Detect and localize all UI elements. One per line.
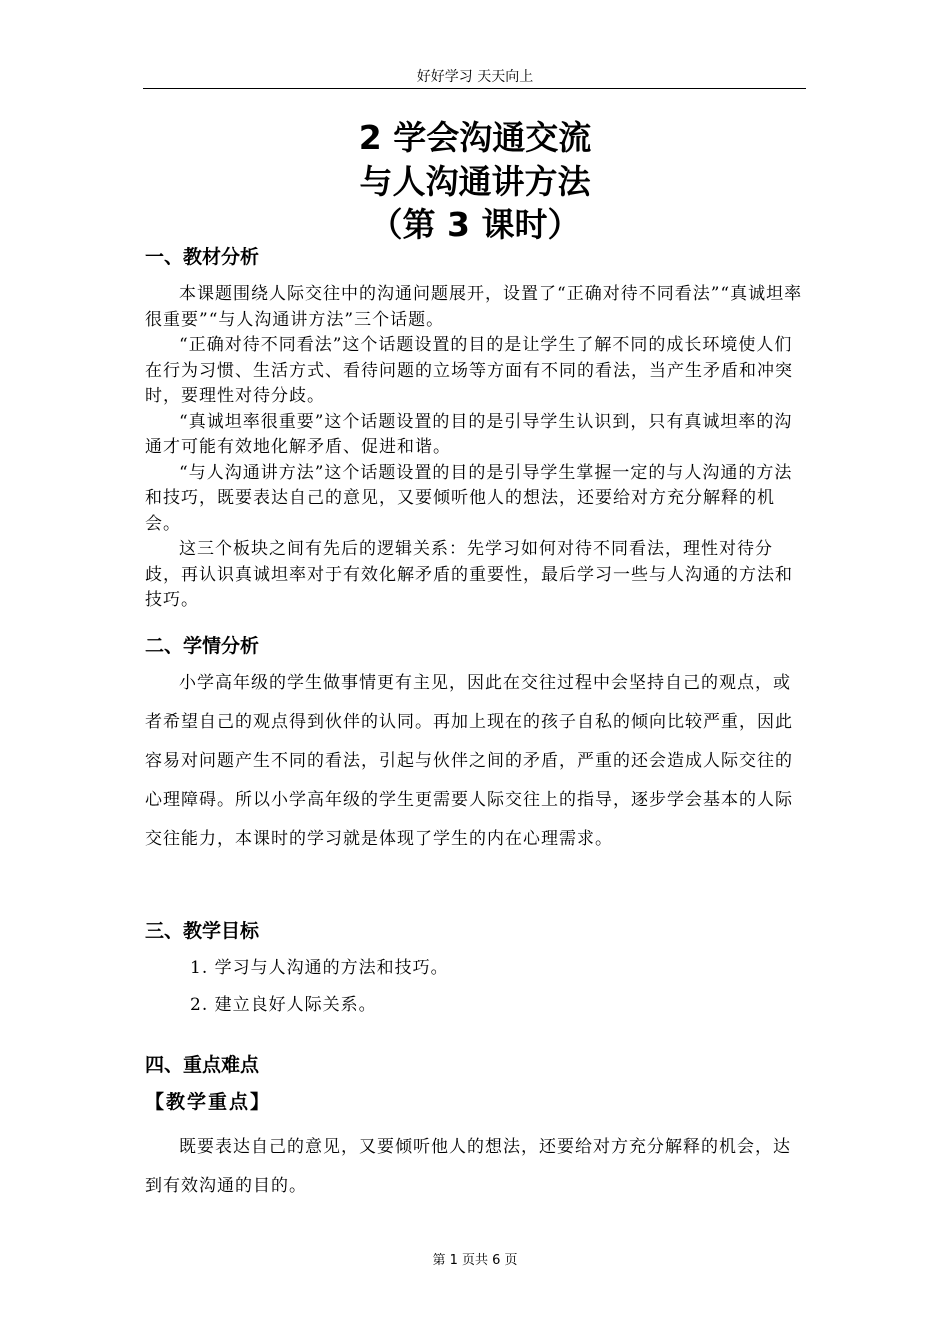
paragraph: 这三个板块之间有先后的逻辑关系：先学习如何对待不同看法，理性对待分歧，再认识真诚坦率对于有效化解矛盾的重要性，最后学习一些与人沟通的方法和技巧。	[145, 539, 793, 610]
section-heading-student-analysis: 二、学情分析	[145, 635, 260, 657]
paragraph: “与人沟通讲方法”这个话题设置的目的是引导学生掌握一定的与人沟通的方法和技巧，既要表达自己的意见，又要倾听他人的想法，还要给对方充分解释的机会。	[145, 462, 793, 534]
header-divider	[143, 88, 806, 89]
paragraph: “正确对待不同看法”这个话题设置的目的是让学生了解不同的成长环境使人们在行为习惯、生活方式、看待问题的立场等方面有不同的看法，当产生矛盾和冲突时，要理性对待分歧。	[145, 335, 793, 406]
section-heading-key-difficulties: 四、重点难点	[145, 1054, 260, 1076]
list-item: 2. 建立良好人际关系。	[190, 995, 377, 1015]
section-body-material-analysis	[145, 282, 805, 614]
section-heading-material-analysis: 一、教材分析	[145, 246, 260, 268]
title-line-3: （第 3 课时）	[369, 205, 581, 244]
subheading-teaching-focus: 【教学重点】	[145, 1091, 272, 1113]
paragraph: 本课题围绕人际交往中的沟通问题展开，设置了“正确对待不同看法”“真诚坦率很重要”“与人沟通讲方法”三个话题。	[145, 284, 803, 330]
section-body-student-analysis	[145, 664, 805, 859]
page-footer: 第 1 页共 6 页	[432, 1253, 518, 1268]
section-body-teaching-focus	[145, 1128, 805, 1206]
list-item: 1. 学习与人沟通的方法和技巧。	[190, 958, 449, 978]
page-header: 好好学习 天天向上	[416, 69, 534, 85]
title-line-2: 与人沟通讲方法	[359, 162, 591, 201]
section-heading-teaching-objectives: 三、教学目标	[145, 920, 260, 942]
paragraph: 既要表达自己的意见，又要倾听他人的想法，还要给对方充分解释的机会，达到有效沟通的目的。	[145, 1137, 791, 1196]
title-line-1: 2 学会沟通交流	[358, 118, 592, 157]
objectives-list	[190, 950, 449, 1024]
paragraph: 小学高年级的学生做事情更有主见，因此在交往过程中会坚持自己的观点，或者希望自己的观点得到伙伴的认同。再加上现在的孩子自私的倾向比较严重，因此容易对问题产生不同的看法，引起与伙伴之间的矛盾，严重的还会造成人际交往的心理障碍。所以小学高年级的学生更需要人际交往上的指导，逐步学会基本的人际交往能力，本课时的学习就是体现了学生的内在心理需求。	[145, 673, 793, 849]
paragraph: “真诚坦率很重要”这个话题设置的目的是引导学生认识到，只有真诚坦率的沟通才可能有效地化解矛盾、促进和谐。	[145, 411, 793, 457]
